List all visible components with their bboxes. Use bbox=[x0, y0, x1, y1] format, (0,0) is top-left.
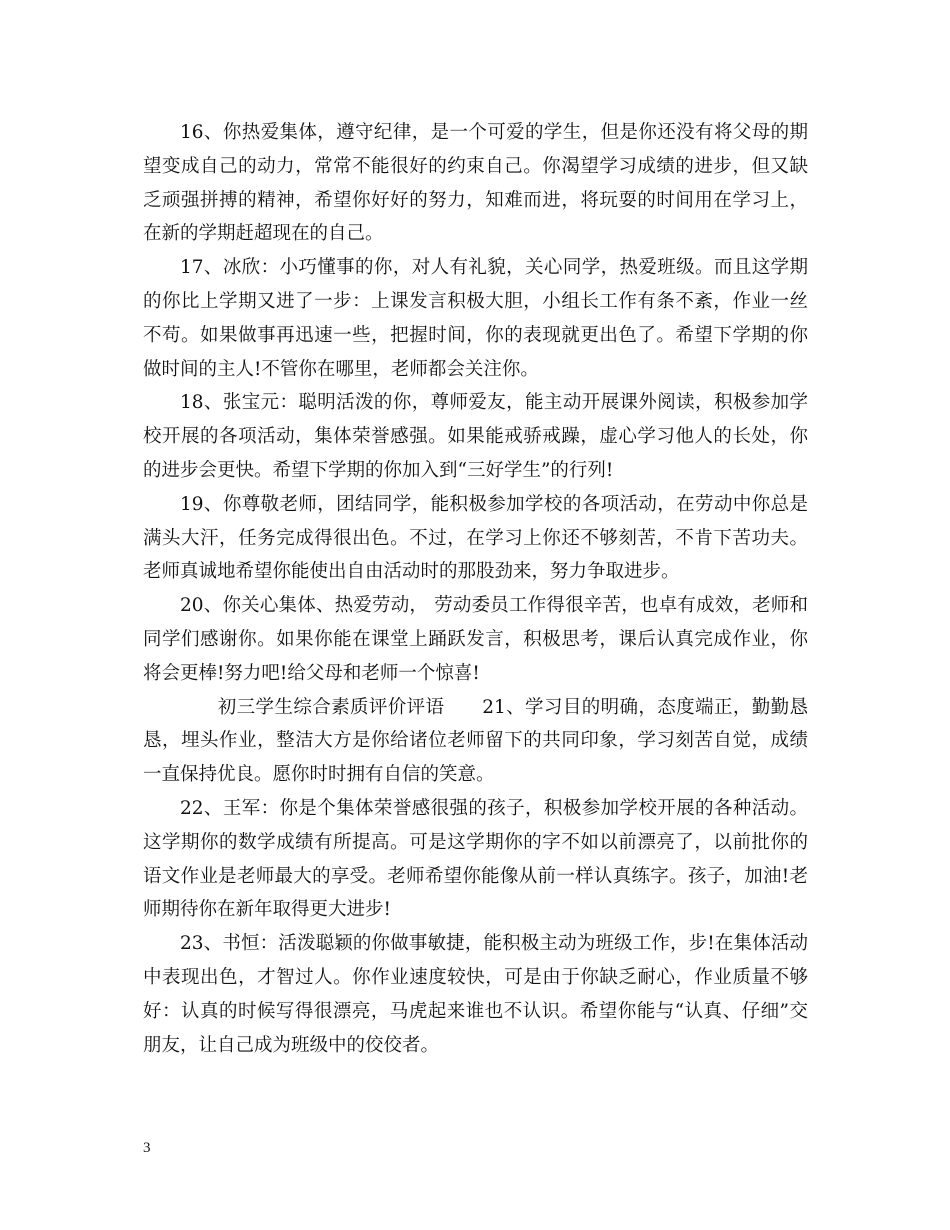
paragraph-20: 20、你关心集体、热爱劳动， 劳动委员工作得很辛苦，也卓有成效，老师和同学们感谢你。如果你能在课堂上踊跃发言，积极思考，课后认真完成作业，你将会更棒!努力吧!给父母和老师一个惊喜! bbox=[143, 595, 808, 684]
paragraph-23: 23、书恒：活泼聪颖的你做事敏捷，能积极主动为班级工作，步!在集体活动中表现出色，才智过人。你作业速度较快，可是由于你缺乏耐心，作业质量不够好：认真的时候写得很漂亮，马虎起来谁也不认识。希望你能与“认真、仔细”交朋友，让自己成为班级中的佼佼者。 bbox=[143, 933, 808, 1056]
page-number: 3 bbox=[143, 1140, 151, 1156]
paragraph-16: 16、你热爱集体，遵守纪律，是一个可爱的学生，但是你还没有将父母的期望变成自己的动力，常常不能很好的约束自己。你渴望学习成绩的进步，但又缺乏顽强拼搏的精神，希望你好好的努力，知难而进，将玩耍的时间用在学习上，在新的学期赶超现在的自己。 bbox=[143, 122, 808, 245]
paragraph-22: 22、王军：你是个集体荣誉感很强的孩子，积极参加学校开展的各种活动。这学期你的数学成绩有所提高。可是这学期你的字不如以前漂亮了，以前批你的语文作业是老师最大的享受。老师希望你能像从前一样认真练字。孩子，加油!老师期待你在新年取得更大进步! bbox=[143, 797, 809, 921]
paragraph-17: 17、冰欣：小巧懂事的你，对人有礼貌，关心同学，热爱班级。而且这学期的你比上学期又进了一步：上课发言积极大胆，小组长工作有条不紊，作业一丝不苟。如果做事再迅速一些，把握时间，你的表现就更出色了。希望下学期的你做时间的主人!不管你在哪里，老师都会关注你。 bbox=[143, 257, 808, 380]
document-body bbox=[143, 116, 808, 1062]
paragraph-19: 19、你尊敬老师，团结同学，能积极参加学校的各项活动，在劳动中你总是满头大汗，任务完成得很出色。不过，在学习上你还不够刻苦，不肯下苦功夫。老师真诚地希望你能使出自由活动时的那股劲来，努力争取进步。 bbox=[143, 493, 808, 583]
paragraph-18: 18、张宝元：聪明活泼的你，尊师爱友，能主动开展课外阅读，积极参加学校开展的各项活动，集体荣誉感强。如果能戒骄戒躁，虚心学习他人的长处，你的进步会更快。希望下学期的你加入到“三好学生”的行列! bbox=[143, 392, 808, 481]
paragraph-21: 初三学生综合素质评价评语 21、学习目的明确，态度端正，勤勤恳恳，埋头作业，整洁大方是你给诸位老师留下的共同印象，学习刻苦自觉，成绩一直保持优良。愿你时时拥有自信的笑意。 bbox=[143, 696, 808, 786]
